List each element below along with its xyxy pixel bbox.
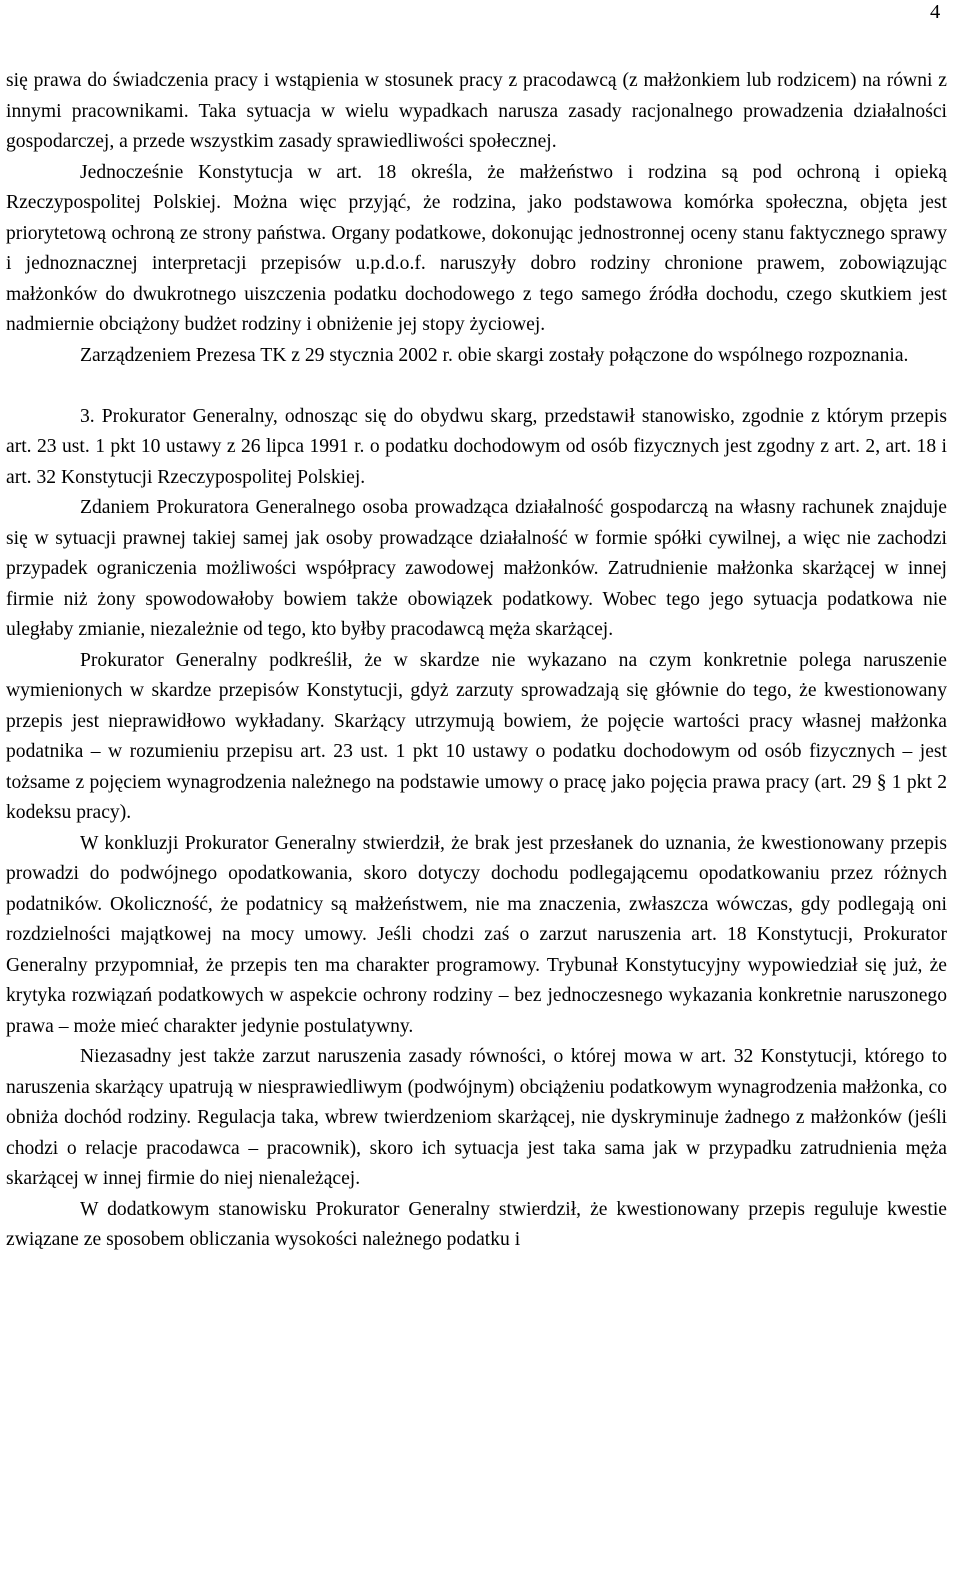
paragraph: Zdaniem Prokuratora Generalnego osoba prowadząca działalność gospodarczą na własny rachunek znajduje się w sytuacji prawnej takiej samej jak osoby prowadzące działalność w formie spółki cywilnej, a więc nie zachodzi przypadek ograniczenia możliwości współpracy zawodowej małżonków. Zatrudnienie małżonka skarżącej w innej firmie niż żony spowodowałoby bowiem także obowiązek podatkowy. Wobec tego jego sytuacja podatkowa nie uległaby zmianie, niezależnie od tego, kto byłby pracodawcą męża skarżącej. bbox=[6, 497, 947, 640]
paragraph: się prawa do świadczenia pracy i wstąpienia w stosunek pracy z pracodawcą (z małżonkiem lub rodzicem) na równi z innymi pracownikami. Taka sytuacja w wielu wypadkach narusza zasady racjonalnego prowadzenia działalności gospodarczej, a przede wszystkim zasady sprawiedliwości społecznej. bbox=[6, 70, 947, 152]
paragraph: W dodatkowym stanowisku Prokurator Generalny stwierdził, że kwestionowany przepis reguluje kwestie związane ze sposobem obliczania wysokości należnego podatku i bbox=[6, 1198, 947, 1250]
document-body bbox=[6, 66, 947, 1256]
paragraph: Prokurator Generalny podkreślił, że w skardze nie wykazano na czym konkretnie polega naruszenie wymienionych w skardze przepisów Konstytucji, gdyż zarzuty sprowadzają się głównie do tego, że kwestionowany przepis jest nieprawidłowo wykładany. Skarżący utrzymują bowiem, że pojęcie wartości pracy własnej małżonka podatnika – w rozumieniu przepisu art. 23 ust. 1 pkt 10 ustawy o podatku dochodowym od osób fizycznych – jest tożsame z pojęciem wynagrodzenia należnego na podstawie umowy o pracę jako pojęcia prawa pracy (art. 29 § 1 pkt 2 kodeksu pracy). bbox=[6, 649, 947, 823]
paragraph: Jednocześnie Konstytucja w art. 18 określa, że małżeństwo i rodzina są pod ochroną i opieką Rzeczypospolitej Polskiej. Można więc przyjąć, że rodzina, jako podstawowa komórka społeczna, objęta jest priorytetową ochroną ze strony państwa. Organy podatkowe, dokonując jednostronnej oceny stanu faktycznego sprawy i jednoznacznej interpretacji przepisów u.p.d.o.f. naruszyły dobro rodziny chronione prawem, zobowiązując małżonków do dwukrotnego uiszczenia podatku dochodowego z tego samego źródła dochodu, czego skutkiem jest nadmiernie obciążony budżet rodziny i obniżenie jej stopy życiowej. bbox=[6, 161, 947, 335]
paragraph: 3. Prokurator Generalny, odnosząc się do obydwu skarg, przedstawił stanowisko, zgodnie z którym przepis art. 23 ust. 1 pkt 10 ustawy z 26 lipca 1991 r. o podatku dochodowym od osób fizycznych jest zgodny z art. 2, art. 18 i art. 32 Konstytucji Rzeczypospolitej Polskiej. bbox=[6, 405, 947, 488]
paragraph: Niezasadny jest także zarzut naruszenia zasady równości, o której mowa w art. 32 Konstytucji, którego to naruszenia skarżący upatrują w niesprawiedliwym (podwójnym) obciążeniu podatkowym wynagrodzenia małżonka, co obniża dochód rodziny. Regulacja taka, wbrew twierdzeniom skarżącej, nie dyskryminuje żadnego z małżonków (jeśli chodzi o relacje pracodawca – pracownik), skoro ich sytuacja jest taka sama jak w przypadku zatrudnienia męża skarżącej w innej firmie do niej nienależącej. bbox=[6, 1046, 947, 1189]
paragraph: W konkluzji Prokurator Generalny stwierdził, że brak jest przesłanek do uznania, że kwestionowany przepis prowadzi do podwójnego opodatkowania, skoro dotyczy dochodu podlegającemu opodatkowaniu przez różnych podatników. Okoliczność, że podatnicy są małżeństwem, nie ma znaczenia, zwłaszcza wówczas, gdy podlegają oni rozdzielności majątkowej na mocy umowy. Jeśli chodzi zaś o zarzut naruszenia art. 18 Konstytucji, Prokurator Generalny przypomniał, że przepis ten ma charakter programowy. Trybunał Konstytucyjny wypowiedział się już, że krytyka rozwiązań podatkowych w aspekcie ochrony rodziny – bez jednoczesnego wykazania konkretnie naruszonego prawa – może mieć charakter jedynie postulatywny. bbox=[6, 832, 947, 1037]
page-number: 4 bbox=[930, 1, 941, 23]
paragraph: Zarządzeniem Prezesa TK z 29 stycznia 2002 r. obie skargi zostały połączone do wspólnego rozpoznania. bbox=[80, 344, 909, 366]
